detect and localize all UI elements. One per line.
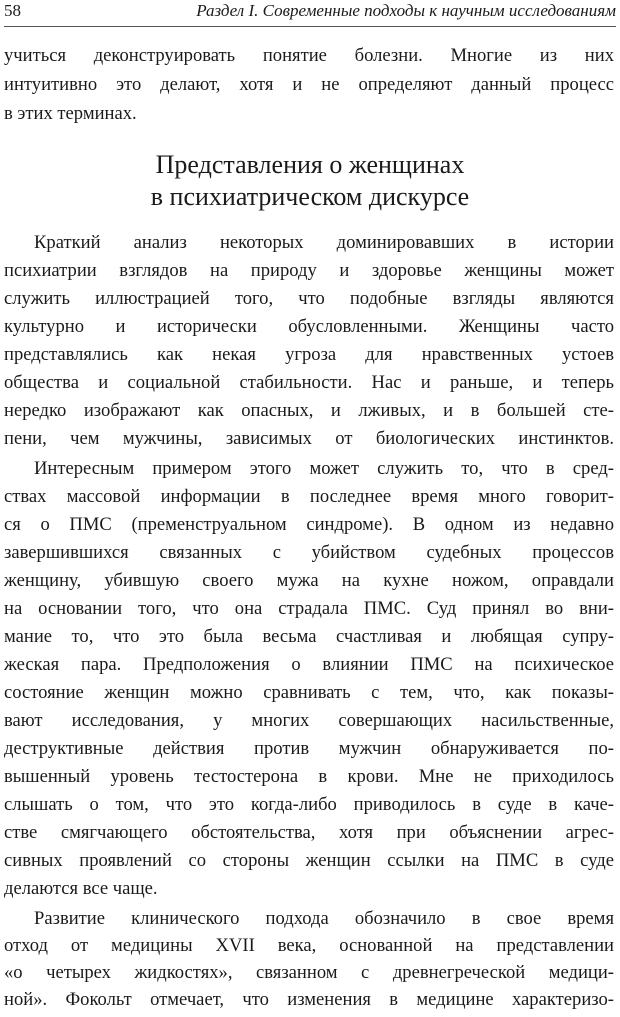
page-number: 58 [4, 1, 21, 20]
text-line: Краткий анализ некоторых доминировавших в истории [34, 232, 614, 253]
text-line: сивных проявлений со стороны женщин ссылки на ПМС в суде [4, 850, 614, 871]
text-line: на основании того, что она страдала ПМС. Суд принял во вни- [4, 598, 614, 619]
text-line: женщину, убившую своего мужа на кухне ножом, оправдали [4, 570, 614, 591]
text-line: ся о ПМС (пременструальном синдроме). В одном из недавно [4, 514, 614, 535]
text-line: завершившихся связанных с убийством судебных процессов [4, 542, 614, 563]
text-line: слышать о том, что это когда-либо приводилось в суде в каче- [4, 794, 614, 815]
text-line: отход от медицины XVII века, основанной на представлении [4, 935, 614, 956]
text-line: Интересным примером этого может служить то, что в сред- [34, 458, 614, 479]
text-line: ной». Фокольт отмечает, что изменения в медицине характеризо- [4, 989, 614, 1010]
text-line: в этих терминах. [4, 103, 137, 124]
text-line: культурно и исторически обусловленными. Женщины часто [4, 316, 614, 337]
text-line: служить иллюстрацией того, что подобные взгляды являются [4, 288, 614, 309]
text-line: Развитие клинического подхода обозначило в свое время [34, 908, 614, 929]
text-line: стве смягчающего обстоятельства, хотя при объяснении агрес- [4, 822, 614, 843]
text-line: жеская пара. Предположения о влиянии ПМС на психическое [4, 654, 614, 675]
text-line: пени, чем мужчины, зависимых от биологических инстинктов. [4, 428, 614, 449]
section-title: Раздел I. Современные подходы к научным исследованиям [196, 1, 616, 20]
text-line: психиатрии взглядов на природу и здоровье женщины может [4, 260, 614, 281]
text-line: мание то, что это была весьма счастливая и любящая супру- [4, 626, 614, 647]
text-line: вают исследования, у многих совершающих насильственные, [4, 710, 614, 731]
section-heading: в психиатрическом дискурсе [150, 182, 470, 211]
text-line: деструктивные действия против мужчин обнаруживается по- [4, 738, 614, 759]
header-rule [4, 26, 616, 27]
text-line: делаются все чаще. [4, 878, 158, 899]
text-line: «о четырех жидкостях», связанном с древнегреческой медици- [4, 962, 614, 983]
text-line: общества и социальной стабильности. Нас и раньше, и теперь [4, 372, 614, 393]
text-line: вышенный уровень тестостерона в крови. Мне не приходилось [4, 766, 614, 787]
running-header [4, 0, 616, 24]
text-line: учиться деконструировать понятие болезни. Многие из них [4, 45, 614, 66]
text-line: нередко изображают как опасных, и лживых, и в большей сте- [4, 400, 614, 421]
text-line: представлялись как некая угроза для нравственных устоев [4, 344, 614, 365]
text-line: ствах массовой информации в последнее время много говорит- [4, 486, 614, 507]
text-line: состояние женщин можно сравнивать с тем, что, как показы- [4, 682, 614, 703]
section-heading: Представления о женщинах [155, 150, 465, 179]
text-line: интуитивно это делают, хотя и не определяют данный процесс [4, 74, 614, 95]
